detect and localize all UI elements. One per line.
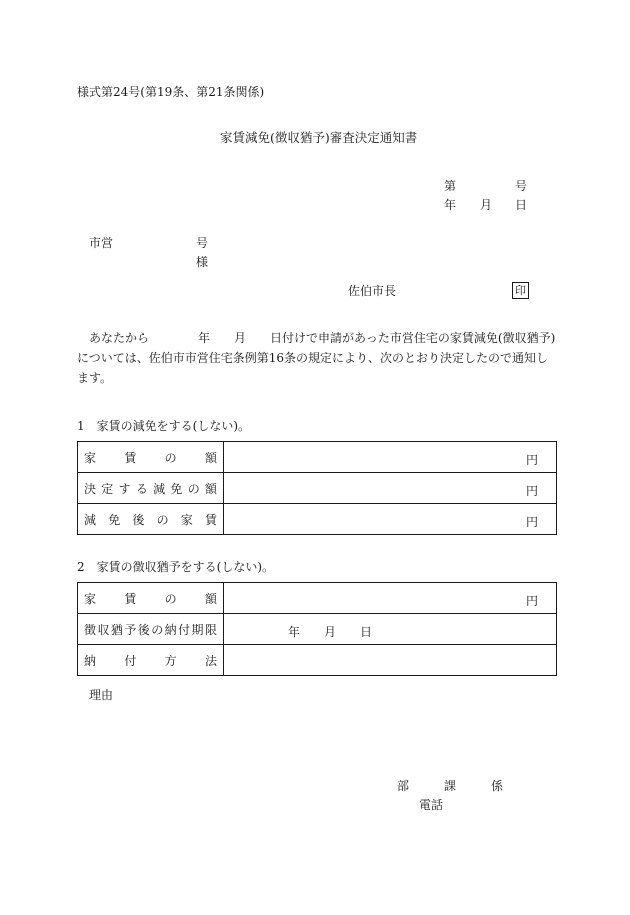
- footer-section: 課: [444, 779, 457, 793]
- reduction-table: [77, 441, 557, 535]
- yen-unit: 円: [525, 515, 538, 529]
- body-month: 月: [234, 331, 247, 345]
- reason-label: 理由: [89, 688, 114, 702]
- document-title: 家賃減免(徴収猶予)審査決定通知書: [220, 130, 418, 145]
- yen-unit: 円: [525, 484, 538, 498]
- table-row: [78, 473, 557, 504]
- row-value: [224, 614, 557, 645]
- deferral-table: [77, 582, 557, 676]
- footer-dept: 部: [397, 779, 410, 793]
- body-paragraph: [77, 328, 559, 388]
- date-year: 年: [444, 198, 457, 212]
- row-label: 家賃の額: [78, 442, 224, 473]
- footer-phone: 電話: [419, 798, 444, 812]
- table-row: [78, 442, 557, 473]
- body-text: 日付けで申請があった市営住宅の家賃減免(徴収猶予)については、佐伯市市営住宅条例第16条の規定により、次のとおり決定したので通知します。: [77, 331, 556, 385]
- seal-mark: 印: [512, 282, 529, 299]
- addressee-building: 市営: [89, 236, 114, 250]
- row-label: 家賃の額: [78, 583, 224, 614]
- body-year: 年: [198, 331, 211, 345]
- section1-heading: 1 家賃の減免をする(しない)。: [77, 419, 250, 433]
- doc-number-suffix: 号: [515, 179, 528, 193]
- table-row: [78, 504, 557, 535]
- row-value: [224, 442, 557, 473]
- row-label: 納付方法: [78, 645, 224, 676]
- body-from: あなたから: [89, 331, 150, 345]
- footer-unit: 係: [491, 779, 504, 793]
- row-value: [224, 583, 557, 614]
- table-row: [78, 645, 557, 676]
- deadline-date: [288, 623, 372, 640]
- deadline-year: 年: [288, 625, 301, 639]
- row-label: 決定する減免の額: [78, 473, 224, 504]
- row-label: 徴収猶予後の納付期限: [78, 614, 224, 645]
- deadline-day: 日: [360, 625, 373, 639]
- section2-heading: 2 家賃の徴収猶予をする(しない)。: [77, 560, 274, 574]
- doc-number-prefix: 第: [444, 179, 457, 193]
- table-row: [78, 614, 557, 645]
- yen-unit: 円: [525, 594, 538, 608]
- date-day: 日: [515, 198, 528, 212]
- addressee-honorific: 様: [196, 255, 209, 269]
- row-value: [224, 645, 557, 676]
- date-month: 月: [480, 198, 493, 212]
- yen-unit: 円: [525, 453, 538, 467]
- row-value: [224, 473, 557, 504]
- deadline-month: 月: [324, 625, 337, 639]
- row-value: [224, 504, 557, 535]
- row-label: 減免後の家賃: [78, 504, 224, 535]
- sender-title: 佐伯市長: [348, 284, 397, 298]
- table-row: [78, 583, 557, 614]
- form-number: 様式第24号(第19条、第21条関係): [77, 85, 265, 99]
- addressee-number: 号: [196, 236, 209, 250]
